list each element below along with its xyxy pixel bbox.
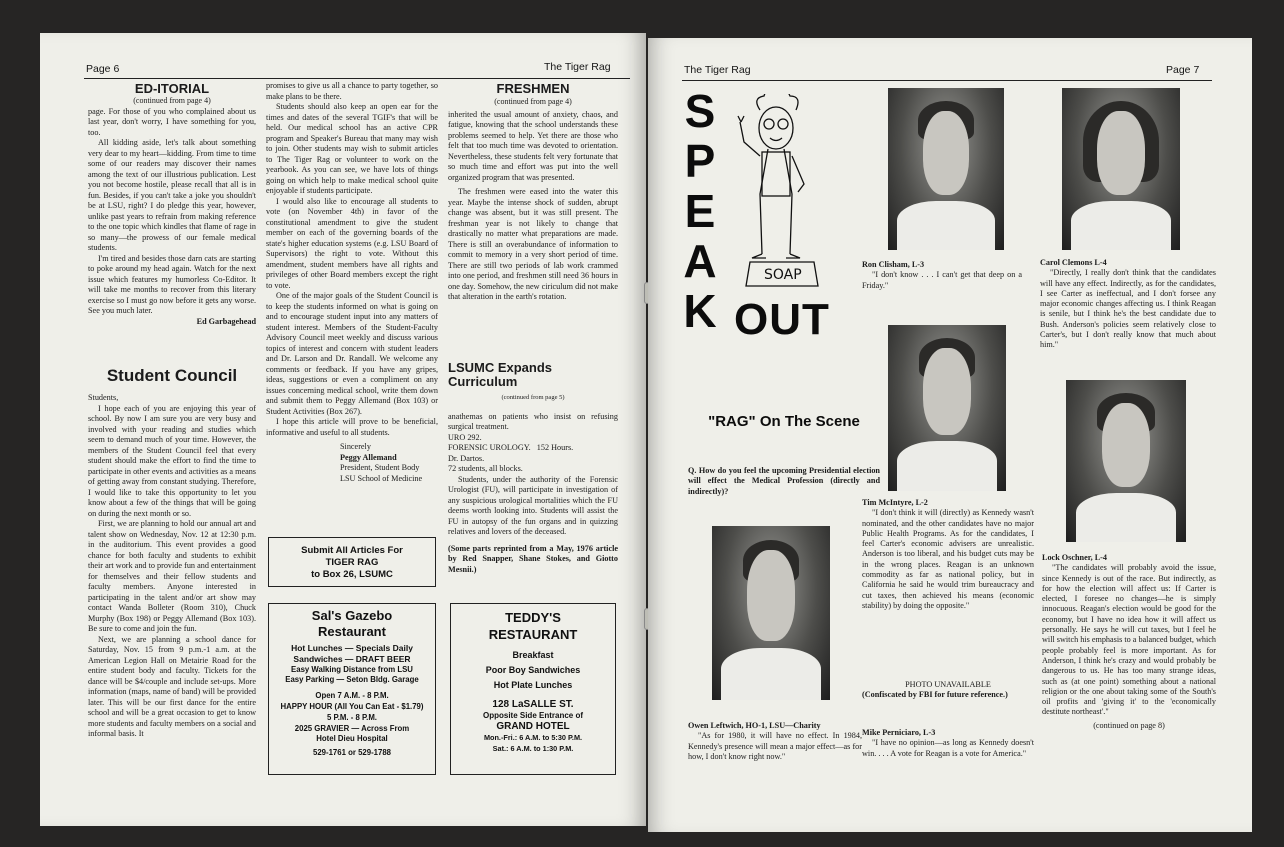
submit-line: to Box 26, LSUMC xyxy=(311,569,393,580)
sals-gazebo-ad xyxy=(268,603,436,775)
interviewee-quote: "As for 1980, it will have no effect. In 1984, Kennedy's presence will mean a major effect—as for how, I don't know right now." xyxy=(688,731,862,761)
course-enrollment: 72 students, all blocks. xyxy=(448,464,523,473)
header-rule xyxy=(84,78,630,79)
interviewee-name: Mike Perniciaro, L-3 xyxy=(862,728,936,737)
ad-line: Opposite Side Entrance of xyxy=(482,711,583,720)
curriculum-paragraph: Students, under the authority of the Forensic Urologist (FU), will participate in investigation of any suspicious urological mortalities which the FU deems worth looking into. Students will assist the FU in autopsy of the fun organs and in quizzing relatives and lovers of the deceased. xyxy=(448,474,618,536)
cartoon-man-icon xyxy=(724,94,834,294)
interviewee-quote: "I have no opinion—as long as Kennedy doesn't win. . . . A vote for Reagan is a vote for America." xyxy=(862,738,1034,758)
carol-clemons-caption xyxy=(1040,258,1216,351)
signoff-title: President, Student Body xyxy=(340,463,420,472)
ad-title: RESTAURANT xyxy=(488,627,578,642)
photo-unavailable-note xyxy=(862,680,1034,701)
ad-line: GRAND HOTEL xyxy=(496,721,570,732)
ad-line: Sat.: 6 A.M. to 1:30 P.M. xyxy=(492,744,574,753)
curriculum-paragraph: anathemas on patients who insist on refusing surgical treatment. xyxy=(448,411,618,431)
out-word: OUT xyxy=(734,295,830,344)
editorial-continued: (continued from page 4) xyxy=(133,96,211,105)
ron-clisham-photo xyxy=(888,88,1004,250)
owen-leftwich-caption xyxy=(688,721,862,762)
course-name: FORENSIC UROLOGY. xyxy=(448,443,531,452)
interviewee-quote: "Directly, I really don't think that the candidates will have any effect. Indirectly, as for the candidates, I see Carter as ineffectual, and I don't forsee any major economic changes affecting us. I think Reagan is senile, but I think he's the best candidate due to Bush. Anderson's policies seem relatively close to Carter's, but I don't really know that much about him." xyxy=(1040,268,1216,350)
ad-line: 529-1761 or 529-1788 xyxy=(312,748,392,758)
ad-line: Mon.-Fri.: 6 A.M. to 5:30 P.M. xyxy=(483,733,583,742)
student-council-article xyxy=(88,365,256,740)
ad-line: Breakfast xyxy=(512,650,554,660)
page-number: Page 7 xyxy=(1166,64,1200,76)
council-paragraph: One of the major goals of the Student Council is to keep the students informed on what is going on and to encourage student input into any matters of student interest. Members of the Student-Faculty Advisory Council meet weekly and discuss various topics of interest and concern with student leaders and Dr. Larson and Dr. Randall. We welcome any comments or feedback. If you have any gripes, ideas, suggestions or even a compliment on any issues concerning medical school, write them down and submit them to Peggy Allemand (Box 103) or Student Activities (Box 267). xyxy=(266,291,438,416)
freshmen-title: FRESHMEN xyxy=(496,81,570,96)
ad-title: Sal's Gazebo xyxy=(311,608,393,623)
ad-line: 5 P.M. - 8 P.M. xyxy=(327,712,377,722)
speak-letter: E xyxy=(684,185,716,237)
editorial-title: ED-ITORIAL xyxy=(134,81,210,96)
tim-mcintyre-photo xyxy=(888,325,1006,491)
rag-on-scene-title: "RAG" On The Scene xyxy=(708,413,860,430)
student-council-title: Student Council xyxy=(106,366,238,385)
interviewee-quote: "I don't think it will (directly) as Kennedy wasn't nominated, and the other candidates have no major Public Health Programs. As for the candidates, I feel Carter's economic advisers are unrealistic. Anderson is too liberal, and his budget cuts may be in the wrong places. Reagan is an unknown commodity as far as national policy, but in California he said he would trim bureaucracy and cut taxes, then achieved his means (economic stability) by doing the opposite." xyxy=(862,508,1034,610)
editorial-article xyxy=(88,81,256,327)
council-paragraph: I would also like to encourage all students to vote (on November 4th) in favor of the constitutional amendment to give the student member on each of the governing boards of the state's higher education systems (e.g. LSU Board of Supervisors) the right to vote. Without this amendment, student members have all rights and privileges of other Board members except the right to vote. xyxy=(266,196,438,290)
council-paragraph: Next, we are planning a school dance for Saturday, Nov. 15 from 9 p.m.-1 a.m. at the American Legion Hall on Metairie Road for the entire student body and faculty. Tickets for the dance will be $4/couple and include set-ups. More information (maps, name of band) will be provided later. This will be our first dance for the entire school and will be a great occasion to get to know more students and faculty members on a social and informal basis. It xyxy=(88,634,256,738)
signoff-closing: Sincerely xyxy=(340,442,371,451)
signoff-name: Peggy Allemand xyxy=(340,452,397,462)
council-paragraph: I hope each of you are enjoying this year of school. By now I am sure you are very busy and involved with your reading and studies which seem to demand much of your time. However, the members of the Student Council feel that every student should make the effort to find the time to participate in other events and activities as a means of getting away from constant studying. Therefore, I would like to take this opportunity to let you know about a few of the things that will be going on during the next month or so. xyxy=(88,403,256,518)
editorial-paragraph: All kidding aside, let's talk about something very dear to my heart—kidding. From time to time some of our readers may discover their names among the text of our illustrious publication. Lest you not become hostile, please recall that all is in fun. Besides, if you can't take a joke you shouldn't be at LSU, right? I do pledge this year, however, unlike past years to refrain from making reference to the one topic which kindles that flame of rage in so many—the prowess of our female medical students. xyxy=(88,138,256,252)
freshmen-continued: (continued from page 4) xyxy=(494,97,572,106)
page-number: Page 6 xyxy=(86,63,120,75)
ron-clisham-caption xyxy=(862,260,1022,291)
soap-label: SOAP xyxy=(764,267,802,283)
mike-perniciaro-caption xyxy=(862,728,1034,759)
interviewee-name: Owen Leftwich, HO-1, LSU—Charity xyxy=(688,721,821,730)
masthead: The Tiger Rag xyxy=(684,64,751,76)
ad-line: Sandwiches — DRAFT BEER xyxy=(293,653,411,664)
interview-question: Q. How do you feel the upcoming Presidential election will effect the Medical Profession (directly and indirectly)? xyxy=(688,466,880,496)
course-instructor: Dr. Dartos. xyxy=(448,453,485,463)
interviewee-quote: "The candidates will probably avoid the issue, since Kennedy is out of the race. But indirectly, as for how the election will affect us: If Carter is elected, I foresee no changes—he is simply innocuous. Reagan's election would be good for the economy, but I have no idea how it will affect us personally. He says he will cut taxes, but I feel he will switch his emphasis to a balanced budget, which people probably feel is more important. As for Anderson, I think he's crazy and would probably be dangerous to us. He has too many strange ideas, such as (at one point) something about a national religion or the one about taking some of the South's oil profits and 'giving it' to the 'economically destitute northeast'." xyxy=(1042,563,1216,717)
owen-leftwich-photo xyxy=(712,526,830,700)
ad-line: Open 7 A.M. - 8 P.M. xyxy=(315,691,389,701)
interviewee-quote: "I don't know . . . I can't get that deep on a Friday." xyxy=(862,270,1022,290)
lock-oschner-caption xyxy=(1042,553,1216,731)
curriculum-continued: (continued from page 5) xyxy=(501,394,565,401)
council-paragraph: First, we are planning to hold our annual art and talent show on Wednesday, Nov. 12 at 12:30 p.m. in the auditorium. This event provides a good chance for both faculty and students to exhibit their art work and to provide fun and entertainment for themselves and their fellow students and faculty members. Anyone interested in participating in the talent and/or art show may contact Wanda Bolleter (Room 310), Chuck Murphy (Box 198) or Peggy Allemand (Box 103). Be sure to come and join the fun. xyxy=(88,519,256,633)
student-council-continued xyxy=(266,81,438,484)
editorial-signature: Ed Garbagehead xyxy=(196,316,256,326)
course-line xyxy=(448,443,618,454)
ad-line: 128 LaSALLE ST. xyxy=(492,699,574,710)
interviewee-name: Carol Clemons L-4 xyxy=(1040,258,1107,267)
freshmen-article xyxy=(448,81,618,303)
ad-line: Hotel Dieu Hospital xyxy=(316,734,388,744)
council-signoff xyxy=(340,442,438,484)
signoff-org: LSU School of Medicine xyxy=(340,473,423,483)
carol-clemons-photo xyxy=(1062,88,1180,250)
freshmen-paragraph: The freshmen were eased into the water this year. Maybe the intense shock of sudden, abrupt change was absent, but it was still present. The freshman year is not likely to change that drastically no matter what preparations are made. There is still an overabundance of information to commit to memory in a very short period of time. There are still two periods of lab work crammed into one period, and freshmen still need 36 hours in one day. Somehow, the new ciriculum did not make that alteration in the earth's rotation. xyxy=(448,187,618,301)
council-paragraph: promises to give us all a chance to party together, so make plans to be there. xyxy=(266,81,438,101)
editorial-paragraph: page. For those of you who complained about us last year, don't worry, I have something for you, too. xyxy=(88,106,256,137)
interviewee-name: Ron Clisham, L-3 xyxy=(862,260,925,269)
course-hours: 152 Hours. xyxy=(536,443,574,452)
ad-line: Hot Plate Lunches xyxy=(493,680,573,690)
ad-line: Easy Walking Distance from LSU xyxy=(291,664,413,674)
reprint-credit: (Some parts reprinted from a May, 1976 article by Red Snapper, Shane Stokes, and Giotto Mesnii.) xyxy=(448,543,618,574)
teddys-restaurant-ad xyxy=(450,603,616,775)
ad-line: Poor Boy Sandwiches xyxy=(485,665,581,675)
curriculum-title: LSUMC Expands Curriculum xyxy=(448,360,553,389)
speak-letter: P xyxy=(684,135,716,187)
submit-line: Submit All Articles For xyxy=(301,545,403,556)
submit-line: TIGER RAG xyxy=(325,557,379,568)
interviewee-name: Tim McIntyre, L-2 xyxy=(862,498,928,507)
council-paragraph: Students should also keep an open ear for the times and dates of the several TGIF's that will be held. Our medical school has an active CPR program and Speaker's Bureau that many may wish to join. Other students may wish to submit articles to The Tiger Rag or volunteer to work on the yearbook. As you can see, we have lots of things going on which help to make medical school quite enjoyable if students participate. xyxy=(266,102,438,195)
photo-unavailable-label: PHOTO UNAVAILABLE xyxy=(905,680,991,689)
lock-oschner-photo xyxy=(1066,380,1186,542)
right-page xyxy=(648,38,1252,832)
speak-letter: K xyxy=(683,285,717,337)
speak-letter: A xyxy=(683,235,717,287)
submit-articles-box xyxy=(268,537,436,587)
header-rule xyxy=(682,80,1212,81)
masthead: The Tiger Rag xyxy=(544,61,611,73)
ad-line: Hot Lunches — Specials Daily xyxy=(291,643,413,653)
photo-confiscated-label: (Confiscated by FBI for future reference.) xyxy=(862,690,1008,700)
continued-note: (continued on page 8) xyxy=(1093,720,1165,730)
ad-line: HAPPY HOUR (All You Can Eat - $1.79) xyxy=(280,701,424,711)
curriculum-article xyxy=(448,361,618,575)
editorial-paragraph: I'm tired and besides those darn cats are starting to poke around my head again. Watch for the next issue which features my humorless Co-Editor. It will take me months to recover from this literary exercise so I must go now before it gets any worse. See you much later. xyxy=(88,253,256,315)
freshmen-paragraph: inherited the usual amount of anxiety, chaos, and fatigue, knowing that the school understands these problems seemed to help. Yet there are those who felt that too much time was devoted to orientation. Nevertheless, these students felt very fortunate that so much time and effort was put into the well organized program that was presented. xyxy=(448,109,618,182)
speak-letter: S xyxy=(684,85,716,137)
tim-mcintyre-caption xyxy=(862,498,1034,611)
interviewee-name: Lock Oschner, L-4 xyxy=(1042,553,1107,562)
ad-title: TEDDY'S xyxy=(505,610,561,625)
ad-line: 2025 GRAVIER — Across From xyxy=(294,723,410,733)
council-paragraph: I hope this article will prove to be beneficial, informative and useful to all students. xyxy=(266,417,438,437)
ad-line: Easy Parking — Seton Bldg. Garage xyxy=(285,675,419,685)
course-code: URO 292. xyxy=(448,432,482,442)
ad-title: Restaurant xyxy=(318,624,386,639)
left-page xyxy=(40,33,646,826)
council-salutation: Students, xyxy=(88,393,119,402)
